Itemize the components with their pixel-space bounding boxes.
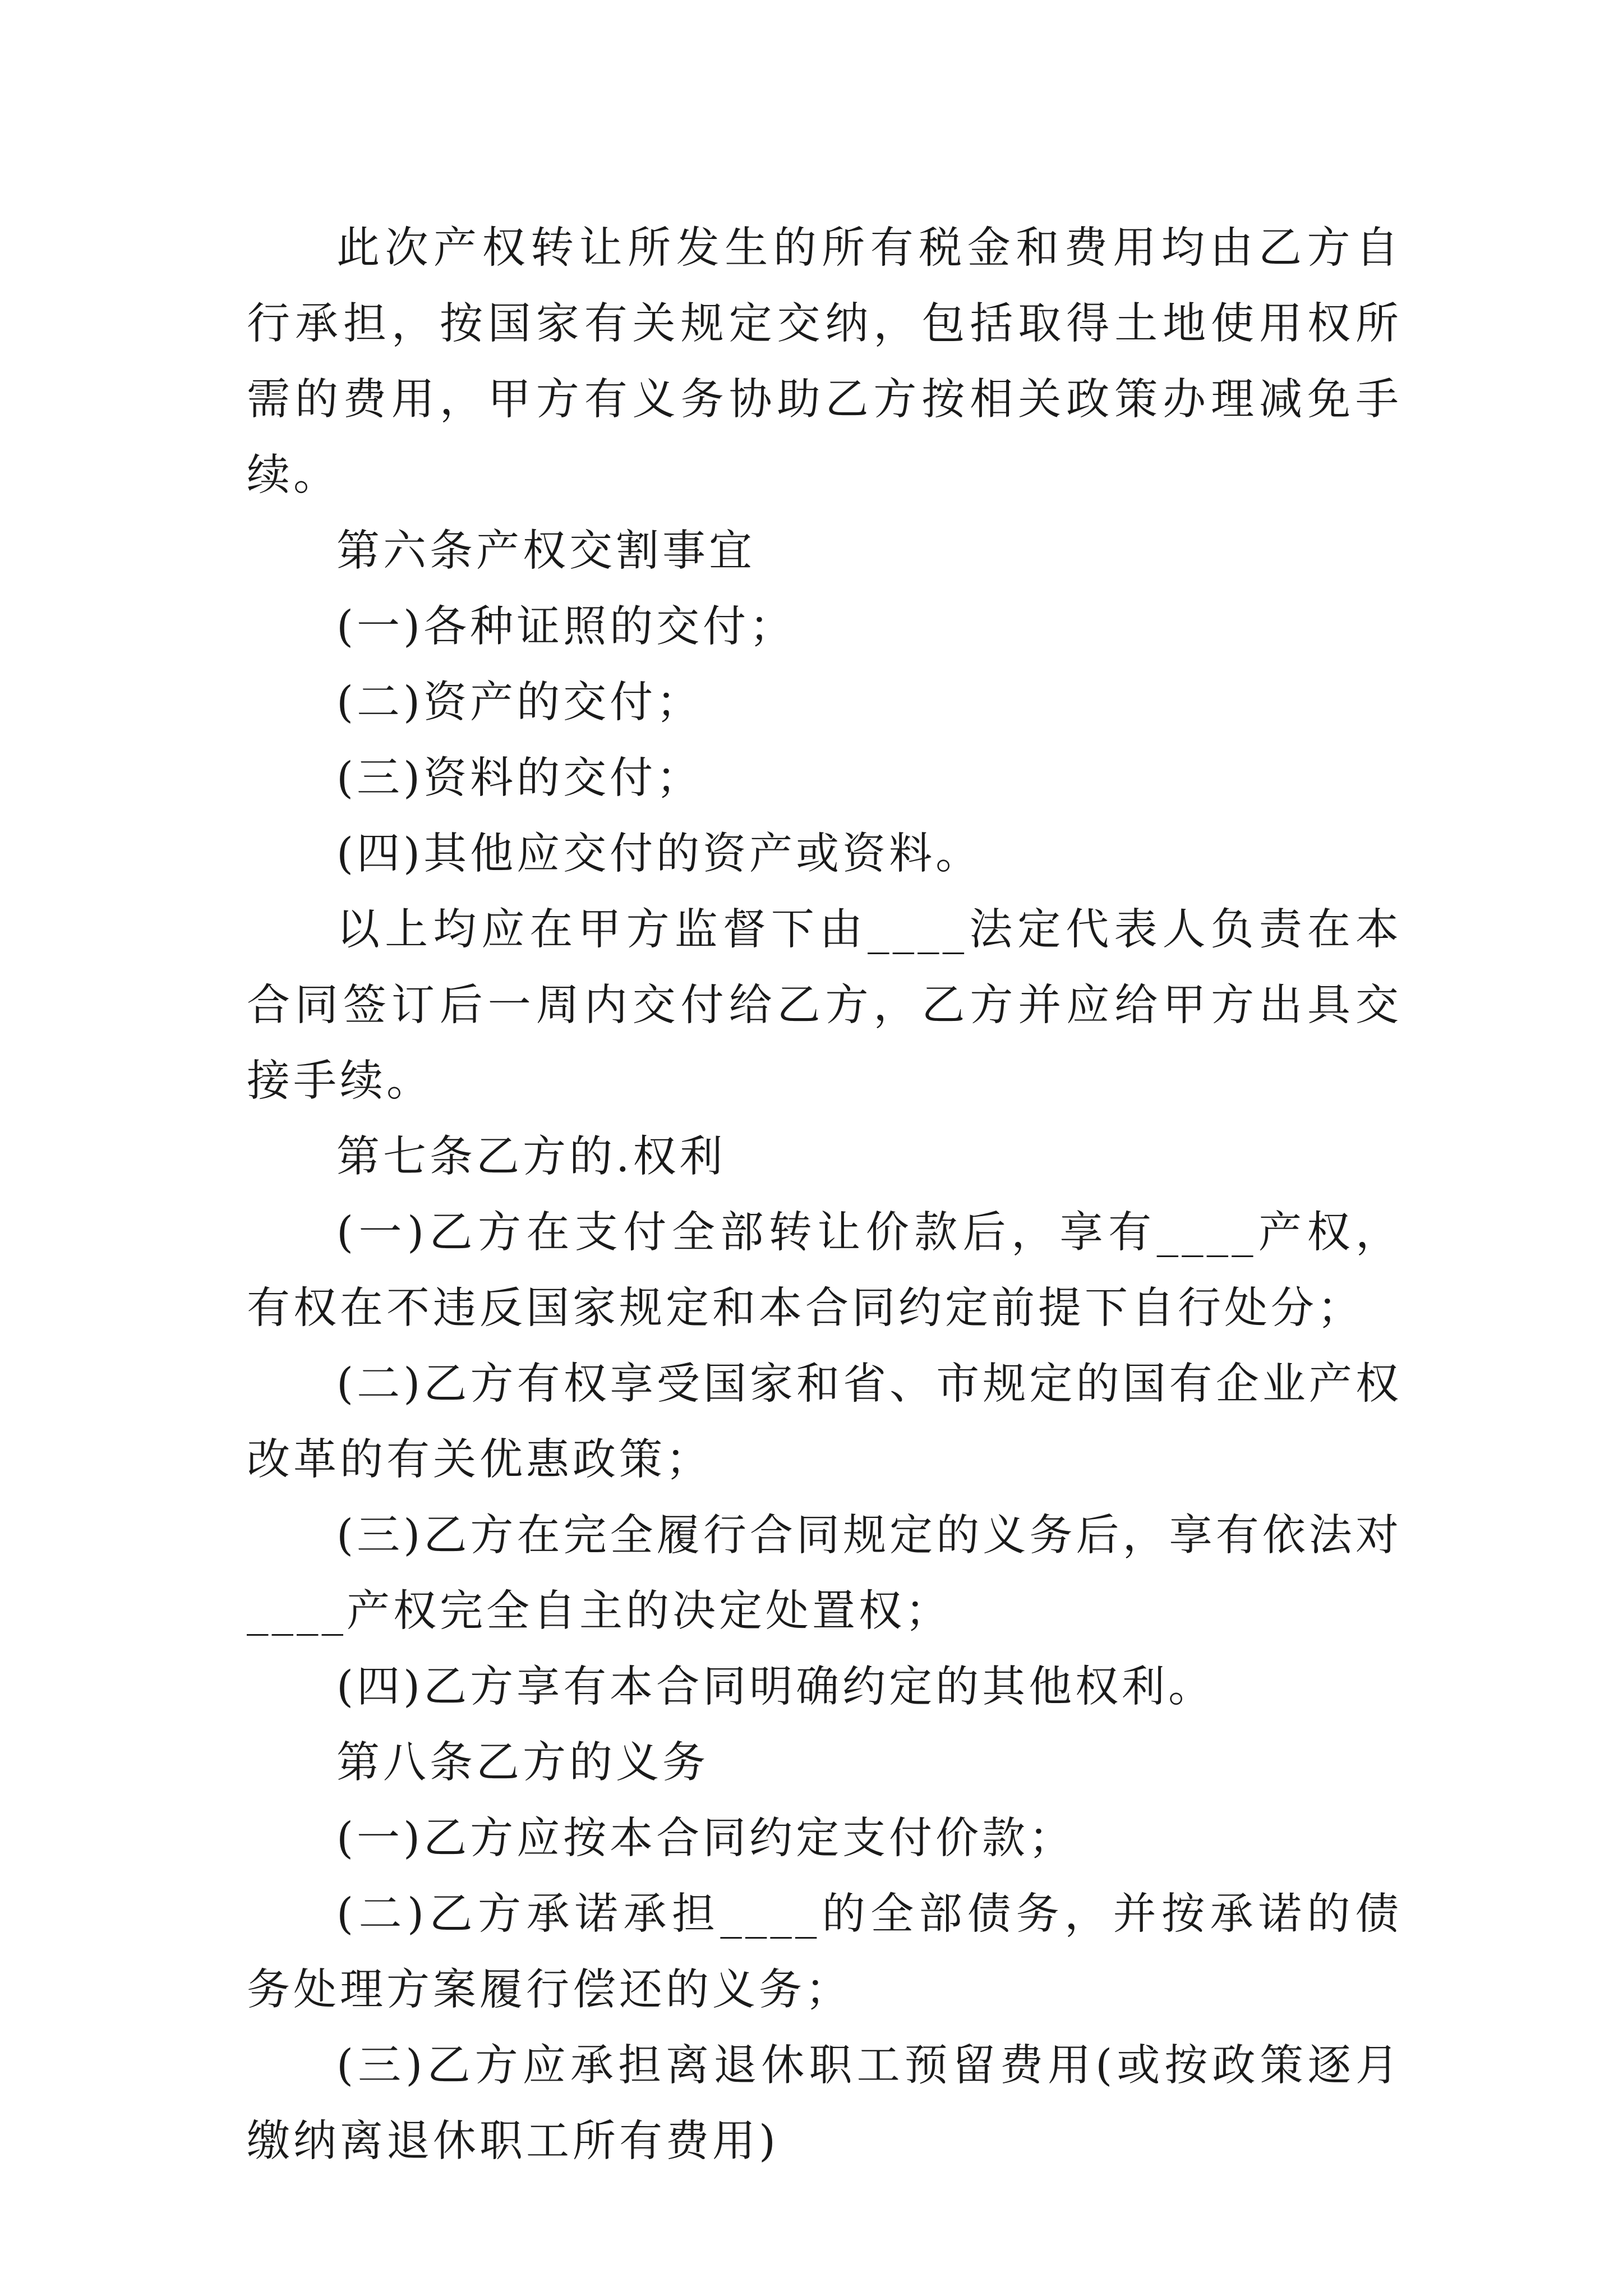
list-item: (二)资产的交付； xyxy=(336,678,703,728)
heading-article-6: 第六条产权交割事宜 xyxy=(336,526,755,576)
list-item: (四)乙方享有本合同明确约定的其他权利。 xyxy=(336,1662,1215,1712)
list-item: (二)乙方有权享受国家和省、市规定的国有企业产权改革的有关优惠政策； xyxy=(247,1359,1402,1485)
list-item: (三)乙方应承担离退休职工预留费用(或按政策逐月缴纳离退休职工所有费用) xyxy=(247,2041,1402,2166)
heading-article-7: 第七条乙方的.权利 xyxy=(336,1132,726,1182)
paragraph-delivery: 以上均应在甲方监督下由____法定代表人负责在本合同签订后一周内交付给乙方，乙方并应给甲方出具交接手续。 xyxy=(247,905,1402,1106)
list-item: (一)乙方在支付全部转让价款后，享有____产权，有权在不违反国家规定和本合同约定前提下自行处分； xyxy=(247,1208,1402,1333)
heading-article-8: 第八条乙方的义务 xyxy=(336,1738,709,1788)
list-item: (三)乙方在完全履行合同规定的义务后，享有依法对____产权完全自主的决定处置权； xyxy=(247,1511,1402,1636)
list-item: (二)乙方承诺承担____的全部债务，并按承诺的债务处理方案履行偿还的义务； xyxy=(247,1889,1402,2015)
document-body xyxy=(247,210,1402,2179)
paragraph-tax-fees: 此次产权转让所发生的所有税金和费用均由乙方自行承担，按国家有关规定交纳，包括取得土地使用权所需的费用，甲方有义务协助乙方按相关政策办理减免手续。 xyxy=(247,223,1402,500)
list-item: (一)乙方应按本合同约定支付价款； xyxy=(336,1814,1076,1864)
list-item: (四)其他应交付的资产或资料。 xyxy=(336,829,983,879)
list-item: (一)各种证照的交付； xyxy=(336,602,796,652)
list-item: (三)资料的交付； xyxy=(336,753,703,803)
